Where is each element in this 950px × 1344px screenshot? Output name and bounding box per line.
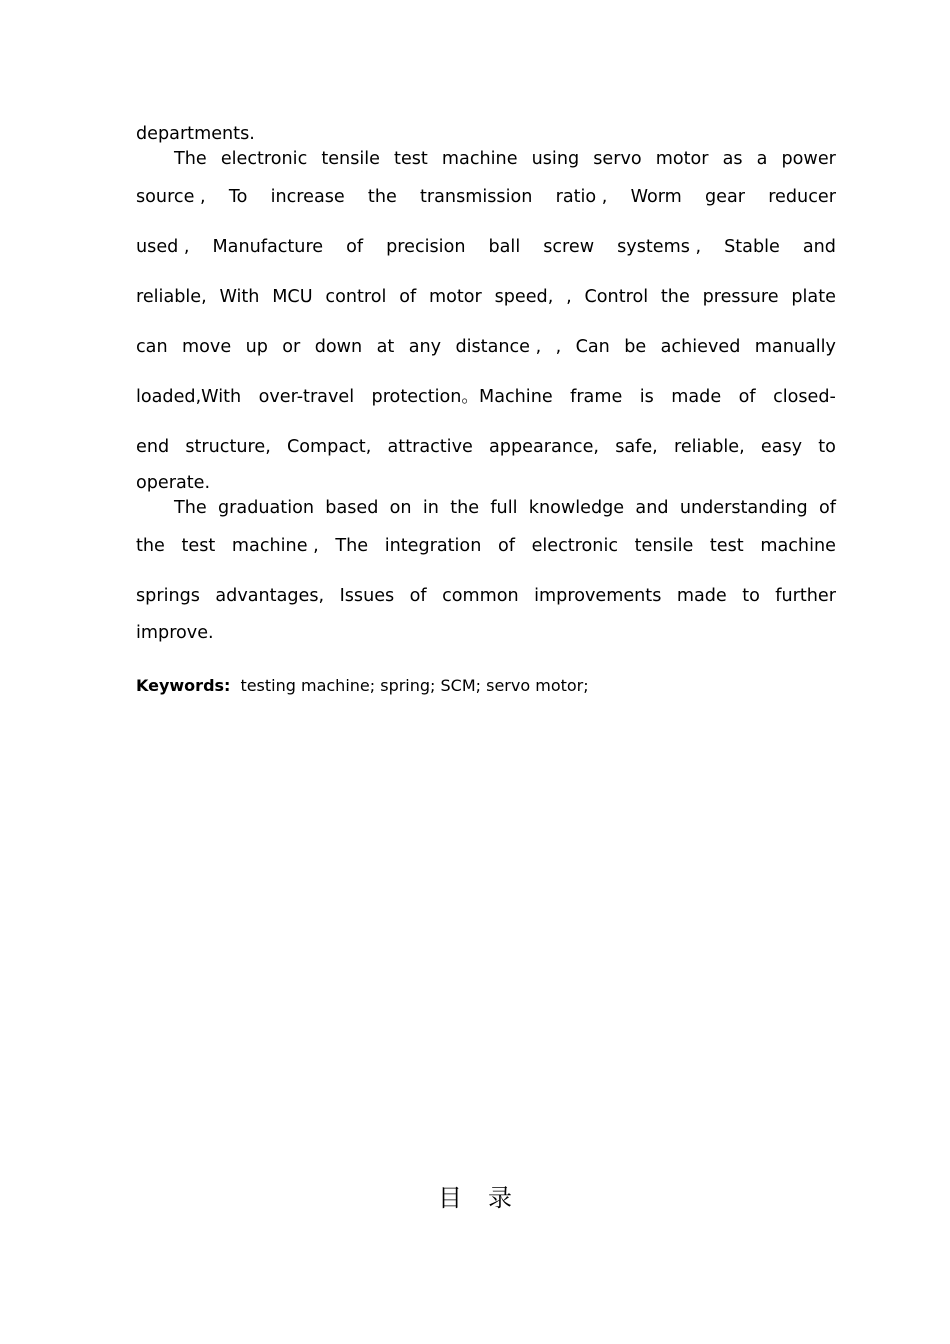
word: and bbox=[802, 237, 836, 257]
paragraph-line bbox=[136, 289, 836, 307]
paragraph-line: operate. bbox=[136, 473, 211, 493]
paragraph-line bbox=[174, 151, 836, 169]
word: a bbox=[756, 149, 768, 169]
word: of bbox=[497, 536, 515, 556]
word: move bbox=[182, 337, 232, 357]
word: of bbox=[399, 287, 417, 307]
word: Manufacture bbox=[212, 237, 324, 257]
word: down bbox=[314, 337, 363, 357]
paragraph-line bbox=[136, 588, 836, 606]
word: plate bbox=[791, 287, 836, 307]
word: improvements bbox=[534, 586, 662, 606]
word: systems , bbox=[617, 237, 702, 257]
word: springs bbox=[136, 586, 200, 606]
word: tensile bbox=[634, 536, 694, 556]
word: gear bbox=[704, 187, 745, 207]
word: can bbox=[136, 337, 168, 357]
word: safe, bbox=[615, 437, 658, 457]
word: increase bbox=[270, 187, 345, 207]
word: achieved bbox=[660, 337, 741, 357]
paragraph-line: improve. bbox=[136, 623, 214, 643]
word: is bbox=[639, 387, 654, 407]
word: To bbox=[228, 187, 248, 207]
word: Can bbox=[575, 337, 610, 357]
keywords-label: Keywords: bbox=[136, 676, 231, 695]
word: servo bbox=[593, 149, 642, 169]
word: tensile bbox=[321, 149, 380, 169]
word: machine bbox=[760, 536, 836, 556]
paragraph-line bbox=[136, 239, 836, 257]
word: any bbox=[408, 337, 442, 357]
word: power bbox=[781, 149, 836, 169]
word: be bbox=[624, 337, 647, 357]
word: made bbox=[676, 586, 727, 606]
paragraph-line bbox=[136, 389, 836, 407]
word: Issues bbox=[339, 586, 395, 606]
word: , bbox=[566, 287, 572, 307]
word: motor bbox=[428, 287, 482, 307]
word: or bbox=[282, 337, 301, 357]
word: loaded,With bbox=[136, 387, 242, 407]
word: screw bbox=[543, 237, 595, 257]
word: the bbox=[660, 287, 690, 307]
word: transmission bbox=[420, 187, 533, 207]
word: reducer bbox=[768, 187, 836, 207]
word: electronic bbox=[531, 536, 619, 556]
word: full bbox=[490, 498, 518, 518]
word: protection。Machine bbox=[371, 387, 553, 407]
word: based bbox=[325, 498, 379, 518]
word: as bbox=[722, 149, 743, 169]
word: motor bbox=[655, 149, 709, 169]
word: ratio , bbox=[555, 187, 608, 207]
word: used , bbox=[136, 237, 190, 257]
keywords-line bbox=[136, 676, 589, 695]
word: The bbox=[174, 149, 207, 169]
word: machine bbox=[441, 149, 518, 169]
word: test bbox=[181, 536, 216, 556]
word: speed, bbox=[494, 287, 554, 307]
word: With bbox=[219, 287, 260, 307]
word: Stable bbox=[724, 237, 780, 257]
word: in bbox=[422, 498, 439, 518]
word: test bbox=[394, 149, 428, 169]
word: the bbox=[367, 187, 397, 207]
word: made bbox=[671, 387, 722, 407]
word: structure, bbox=[185, 437, 271, 457]
word: at bbox=[376, 337, 395, 357]
word: the bbox=[136, 536, 165, 556]
word: test bbox=[709, 536, 744, 556]
word: Worm bbox=[630, 187, 682, 207]
word: further bbox=[775, 586, 836, 606]
toc-heading: 目录 bbox=[438, 1184, 538, 1212]
word: frame bbox=[570, 387, 623, 407]
word: of bbox=[346, 237, 364, 257]
word: control bbox=[325, 287, 387, 307]
word: understanding bbox=[679, 498, 808, 518]
word: up bbox=[245, 337, 268, 357]
paragraph-line: departments. bbox=[136, 124, 255, 144]
word: attractive bbox=[387, 437, 473, 457]
word: reliable, bbox=[673, 437, 745, 457]
word: Compact, bbox=[287, 437, 372, 457]
word: and bbox=[635, 498, 669, 518]
word: The bbox=[335, 536, 369, 556]
word: using bbox=[531, 149, 580, 169]
word: MCU bbox=[272, 287, 313, 307]
word: appearance, bbox=[489, 437, 599, 457]
word: reliable, bbox=[136, 287, 207, 307]
keywords-text: testing machine; spring; SCM; servo motor; bbox=[240, 676, 589, 695]
word: on bbox=[389, 498, 412, 518]
paragraph-line bbox=[136, 538, 836, 556]
word: pressure bbox=[702, 287, 779, 307]
word: to bbox=[742, 586, 760, 606]
word: Control bbox=[584, 287, 649, 307]
word: knowledge bbox=[528, 498, 625, 518]
word: electronic bbox=[220, 149, 308, 169]
word: common bbox=[442, 586, 519, 606]
word: the bbox=[450, 498, 480, 518]
word: , bbox=[555, 337, 562, 357]
word: end bbox=[136, 437, 170, 457]
word: advantages, bbox=[215, 586, 325, 606]
word: ball bbox=[488, 237, 521, 257]
word: over-travel bbox=[258, 387, 355, 407]
word: source , bbox=[136, 187, 206, 207]
word: closed- bbox=[773, 387, 836, 407]
word: integration bbox=[384, 536, 482, 556]
word: to bbox=[818, 437, 836, 457]
word: manually bbox=[754, 337, 836, 357]
paragraph-line bbox=[136, 439, 836, 457]
word: easy bbox=[760, 437, 803, 457]
word: precision bbox=[386, 237, 466, 257]
paragraph-line bbox=[174, 500, 836, 518]
word: of bbox=[738, 387, 756, 407]
word: distance , bbox=[455, 337, 542, 357]
word: of bbox=[819, 498, 836, 518]
paragraph-line bbox=[136, 189, 836, 207]
word: The bbox=[174, 498, 207, 518]
word: graduation bbox=[218, 498, 314, 518]
paragraph-line bbox=[136, 339, 836, 357]
word: machine , bbox=[231, 536, 319, 556]
word: of bbox=[409, 586, 427, 606]
